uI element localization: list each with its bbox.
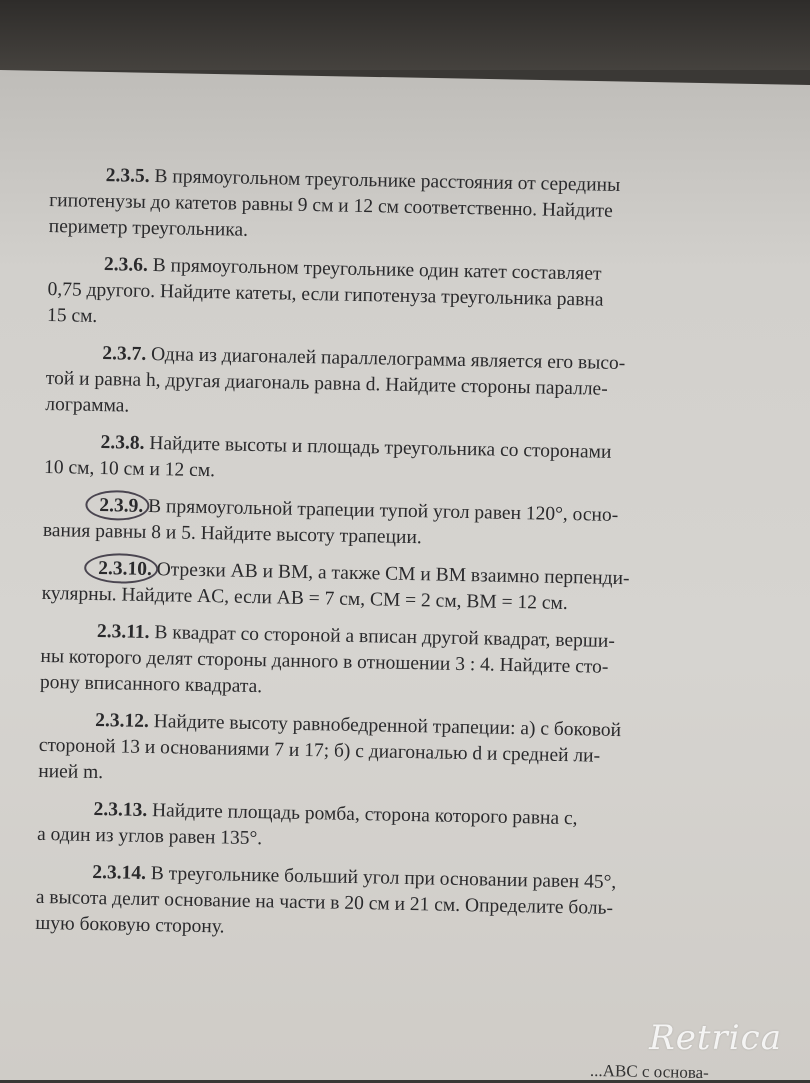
problem-2-3-12	[38, 707, 769, 799]
retrica-watermark: Retrica	[649, 1018, 782, 1058]
problem-number: 2.3.7.	[102, 343, 147, 365]
problem-text-line: рону вписанного квадрата.	[39, 671, 263, 698]
problem-number: 2.3.6.	[103, 254, 149, 276]
problem-text-line: В прямоугольной трапеции тупой угол равен 120°, осно-	[147, 495, 619, 526]
problem-2-3-14	[35, 859, 766, 951]
problem-number: 2.3.12.	[95, 709, 150, 732]
problem-2-3-13	[37, 796, 768, 862]
problem-text-line: 15 см.	[46, 304, 98, 327]
problem-text-line: Отрезки AB и BM, а также CM и BM взаимно перпенди-	[156, 559, 630, 590]
problem-2-3-8	[44, 429, 775, 495]
problem-text-line: кулярны. Найдите AC, если AB = 7 см, CM = 2 см, BM = 12 см.	[41, 582, 568, 615]
problem-text-line: Найдите площадь ромба, сторона которого равна c,	[151, 800, 578, 830]
problem-2-3-9	[43, 492, 774, 558]
problem-text-line: лограмма.	[45, 393, 130, 417]
background-top	[0, 0, 810, 70]
problem-2-3-5	[49, 162, 780, 254]
problem-text-line: шую боковую сторону.	[35, 912, 225, 938]
problem-number: 2.3.8.	[100, 432, 145, 454]
problem-text-line: а один из углов равен 135°.	[36, 823, 263, 850]
problem-text-line: нией m.	[38, 760, 104, 784]
problem-text-line: В прямоугольном треугольнике расстояния от середины	[154, 166, 621, 196]
problem-text-line: стороной 13 и основаниями 7 и 17; б) с диагональю d и средней ли-	[38, 734, 601, 767]
problem-number: 2.3.5.	[105, 165, 150, 187]
problem-text-line: 0,75 другого. Найдите катеты, если гипотенуза треугольника равна	[47, 278, 604, 311]
problem-text-line: В треугольнике больший угол при основании равен 45°,	[150, 863, 617, 894]
problem-number: 2.3.11.	[96, 620, 150, 643]
problem-text-line: а высота делит основание на части в 20 см и 21 см. Определите боль-	[35, 886, 614, 919]
problem-text-line: той и равна h, другая диагональ равна d. Найдите стороны паралле-	[45, 367, 608, 400]
problem-text-line: гипотенузы до катетов равны 9 см и 12 см соответственно. Найдите	[49, 189, 613, 222]
problem-2-3-10	[41, 555, 772, 621]
problem-list	[35, 162, 780, 962]
problem-2-3-6	[47, 251, 778, 343]
problem-text-line: Найдите высоты и площадь треугольника со сторонами	[149, 432, 612, 463]
problem-text-line: Одна из диагоналей параллелограмма является его высо-	[150, 343, 626, 375]
problem-number: 2.3.14.	[92, 861, 147, 884]
problem-2-3-11	[40, 618, 771, 710]
problem-2-3-7	[45, 340, 776, 432]
problem-text-line: Найдите высоту равнобедренной трапеции: а) с боковой	[153, 711, 622, 742]
problem-text-line: периметр треугольника.	[48, 215, 249, 241]
problem-text-line: ны которого делят стороны данного в отношении 3 : 4. Найдите сто-	[40, 645, 609, 678]
problem-text-line: В прямоугольном треугольнике один катет составляет	[152, 254, 602, 285]
problem-text-line: В квадрат со стороной a вписан другой квадрат, верши-	[154, 622, 616, 652]
cut-off-text-fragment: ...ABC с основа-	[589, 1060, 710, 1083]
problem-text-line: 10 см, 10 см и 12 см.	[43, 456, 216, 482]
circled-problem-number: 2.3.9.	[99, 495, 144, 517]
circled-problem-number: 2.3.10.	[98, 558, 153, 581]
problem-number: 2.3.13.	[93, 798, 148, 821]
problem-text-line: вания равны 8 и 5. Найдите высоту трапеции.	[42, 519, 422, 549]
